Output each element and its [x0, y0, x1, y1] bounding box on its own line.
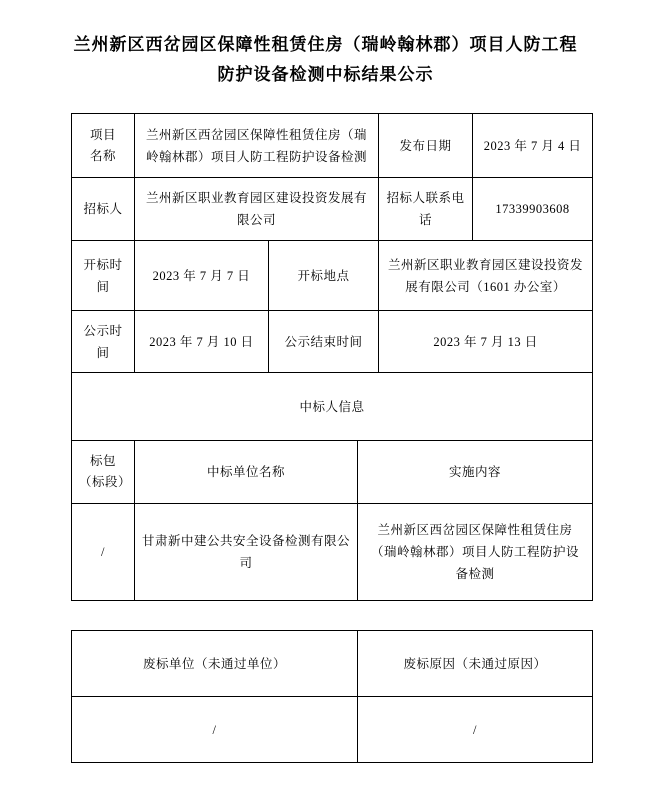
project-name-label: 项目 名称: [72, 114, 135, 178]
rejected-reason-value: /: [358, 697, 593, 763]
table-row: [72, 373, 593, 441]
tenderer-phone-value: 17339903608: [473, 178, 593, 241]
tenderer-value: 兰州新区职业教育园区建设投资发展有限公司: [135, 178, 379, 241]
page-title-line1: 兰州新区西岔园区保障性租赁住房（瑞岭翰林郡）项目人防工程: [73, 35, 578, 54]
publish-date-value: 2023 年 7 月 4 日: [473, 114, 593, 178]
package-label: 标包 （标段）: [72, 441, 135, 504]
table-row: [72, 697, 593, 763]
table-row: [72, 441, 593, 504]
bid-opening-place-label: 开标地点: [269, 241, 379, 311]
tenderer-label: 招标人: [72, 178, 135, 241]
table-row: [72, 114, 593, 178]
bid-info-table: [71, 113, 593, 601]
table-row: [72, 178, 593, 241]
publish-date-label: 发布日期: [379, 114, 473, 178]
rejected-reason-label: 废标原因（未通过原因）: [358, 631, 593, 697]
bid-opening-place-value: 兰州新区职业教育园区建设投资发展有限公司（1601 办公室）: [379, 241, 593, 311]
winner-name-value: 甘肃新中建公共安全设备检测有限公司: [135, 504, 358, 601]
content-value: 兰州新区西岔园区保障性租赁住房（瑞岭翰林郡）项目人防工程防护设备检测: [358, 504, 593, 601]
rejected-unit-label: 废标单位（未通过单位）: [72, 631, 358, 697]
rejected-unit-value: /: [72, 697, 358, 763]
table-row: [72, 241, 593, 311]
bid-opening-time-label: 开标时间: [72, 241, 135, 311]
publicity-end-label: 公示结束时间: [269, 311, 379, 373]
bid-opening-time-value: 2023 年 7 月 7 日: [135, 241, 269, 311]
winner-section-header: 中标人信息: [72, 373, 593, 441]
page-title-line2: 防护设备检测中标结果公示: [217, 65, 434, 84]
table-row: [72, 631, 593, 697]
table-row: [72, 311, 593, 373]
publicity-time-value: 2023 年 7 月 10 日: [135, 311, 269, 373]
winner-name-label: 中标单位名称: [135, 441, 358, 504]
publicity-time-label: 公示时间: [72, 311, 135, 373]
publicity-end-value: 2023 年 7 月 13 日: [379, 311, 593, 373]
project-name-value: 兰州新区西岔园区保障性租赁住房（瑞岭翰林郡）项目人防工程防护设备检测: [135, 114, 379, 178]
package-value: /: [72, 504, 135, 601]
page-title: [0, 30, 651, 90]
content-label: 实施内容: [358, 441, 593, 504]
tenderer-phone-label: 招标人联系电话: [379, 178, 473, 241]
rejected-bid-table: [71, 630, 593, 763]
table-row: [72, 504, 593, 601]
